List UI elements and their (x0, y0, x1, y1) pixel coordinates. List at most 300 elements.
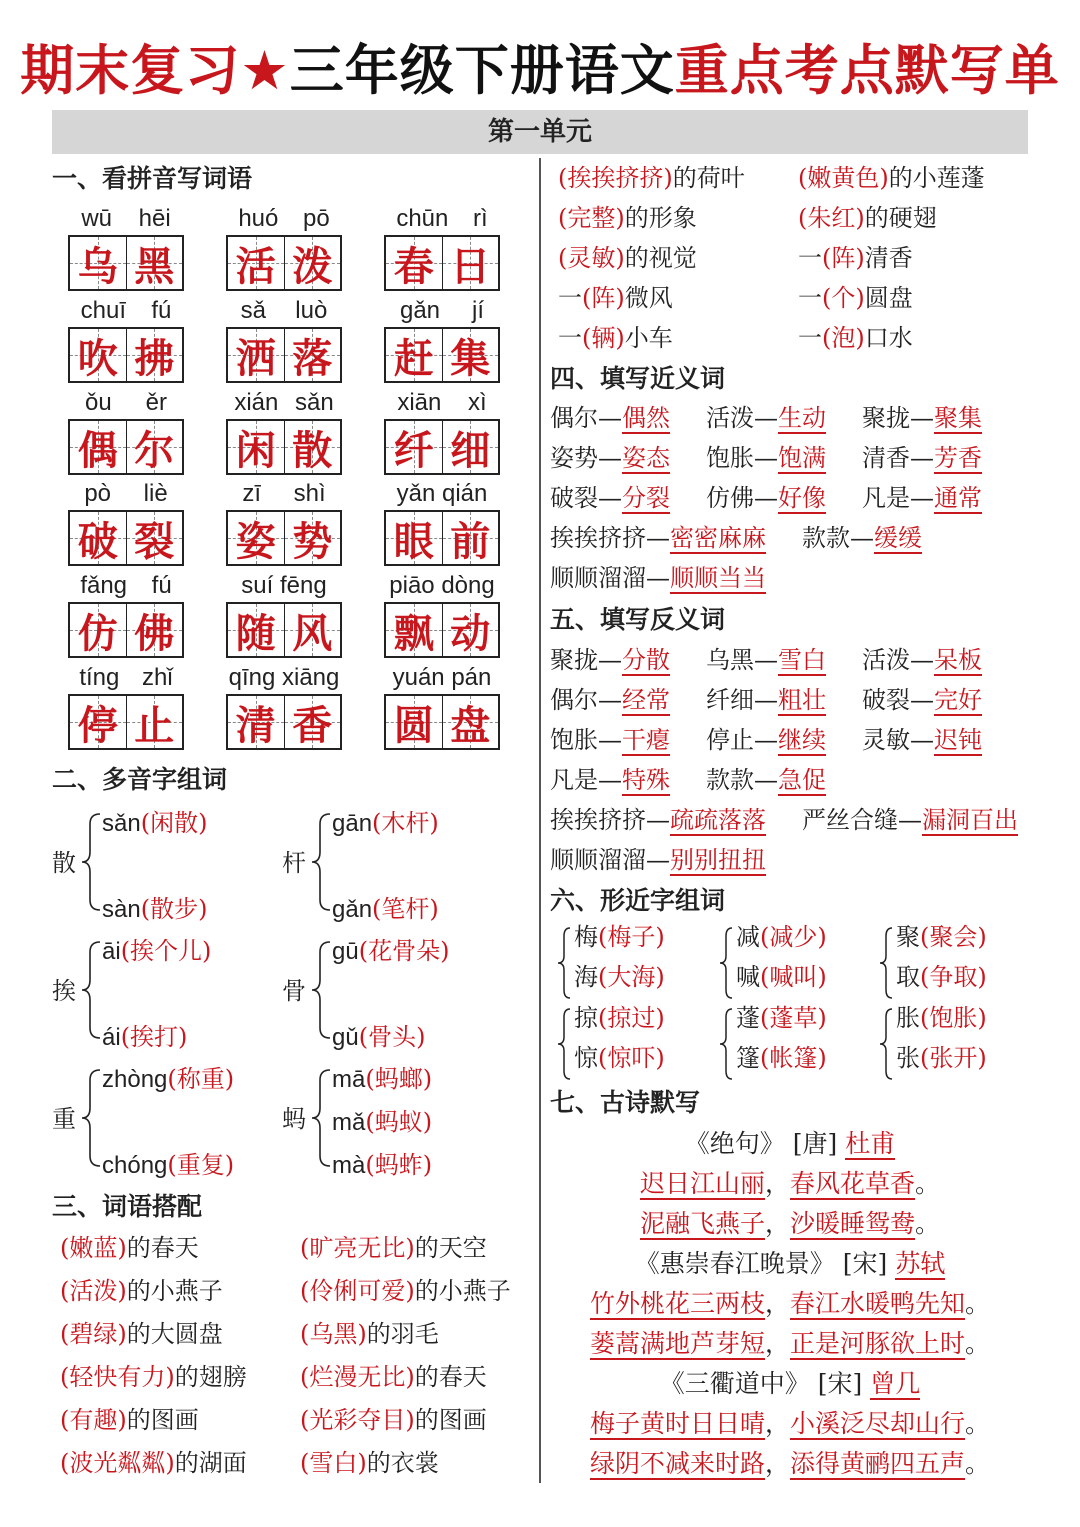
pinyin-syllable: ǒu (84, 389, 112, 416)
pinyin-label (384, 478, 500, 510)
poem-dynasty: 宋 (852, 1249, 878, 1278)
polyphone-group (282, 1064, 502, 1179)
char-box (386, 329, 442, 381)
antonym-item (706, 682, 826, 718)
synonym-item (862, 440, 982, 476)
collocation-prefix: 一 (558, 284, 582, 312)
poem-author: 苏轼 (895, 1249, 946, 1278)
period: 。 (915, 1209, 941, 1238)
antonym-answer: 呆板 (934, 646, 982, 674)
reading-pinyin: sǎn (102, 810, 141, 837)
char-box (70, 421, 126, 473)
tianzige-boxes (226, 694, 342, 750)
similar-char-word: (梅子) (598, 923, 665, 951)
reading-pinyin: zhòng (102, 1066, 168, 1093)
pinyin-syllable: xiān (397, 389, 442, 416)
dash: — (910, 726, 934, 754)
similar-char-word: (聚会) (920, 923, 987, 951)
synonym-answer: 通常 (934, 484, 982, 512)
answer-char: 细 (450, 426, 491, 474)
antonym-item (550, 802, 766, 838)
polyphone-char: 重 (52, 1105, 76, 1133)
antonym-word: 乌黑 (706, 646, 754, 674)
answer-char: 止 (134, 701, 175, 749)
synonym-word: 破裂 (550, 484, 598, 512)
antonym-item (862, 722, 982, 758)
dash: — (646, 524, 670, 552)
answer-char: 日 (450, 242, 491, 290)
tianzige-boxes (384, 327, 500, 383)
poem-half-line: 迟日江山丽 (639, 1169, 765, 1198)
dash: — (910, 404, 934, 432)
polyphone-char: 挨 (52, 977, 76, 1005)
pinyin-label (226, 478, 342, 510)
collocation-noun: 的湖面 (174, 1449, 247, 1477)
pinyin-syllable: suí fēng (241, 572, 327, 599)
collocation-answer: (嫩蓝) (60, 1234, 127, 1262)
similar-char: 梅 (574, 923, 598, 951)
poem-title-line (540, 1244, 1040, 1284)
collocation-item (798, 200, 937, 236)
polyphone-reading (332, 1107, 432, 1138)
reading-word: (木杆) (372, 809, 439, 837)
pinyin-word (226, 295, 342, 383)
synonym-item (706, 480, 826, 516)
synonym-item (550, 560, 766, 596)
collocation-noun: 的春天 (414, 1363, 487, 1391)
pinyin-label (384, 662, 500, 694)
pinyin-syllable: rì (473, 205, 488, 232)
antonym-word: 活泼 (862, 646, 910, 674)
answer-char: 春 (393, 242, 434, 290)
pinyin-label (384, 295, 500, 327)
answer-char: 乌 (77, 242, 118, 290)
polyphone-group (52, 1064, 272, 1179)
antonym-word: 饱胀 (550, 726, 598, 754)
char-box (228, 421, 284, 473)
tianzige-boxes (68, 510, 184, 566)
antonym-item (802, 802, 1018, 838)
collocation-answer: (阵) (582, 284, 625, 312)
char-box (442, 696, 499, 748)
section-2-heading: 二、多音字组词 (52, 765, 228, 794)
bracket: ] (827, 1129, 846, 1158)
synonym-item (802, 520, 922, 556)
pinyin-word (68, 478, 184, 566)
collocation-item (558, 240, 697, 276)
pinyin-syllable: gǎn (399, 297, 441, 324)
reading-word: (蚂蚁) (365, 1108, 433, 1136)
pinyin-word (226, 478, 342, 566)
pinyin-label (226, 387, 342, 419)
collocation-item (60, 1273, 223, 1309)
pinyin-syllable: zī (242, 480, 261, 507)
similar-char-row (896, 1043, 987, 1073)
antonym-answer: 雪白 (778, 646, 826, 674)
antonym-word: 聚拢 (550, 646, 598, 674)
tianzige-boxes (226, 235, 342, 291)
answer-char: 动 (450, 609, 491, 657)
synonym-answer: 饱满 (778, 444, 826, 472)
section-6-heading: 六、形近字组词 (550, 886, 726, 915)
star-icon: ★ (240, 39, 290, 102)
antonym-answer: 急促 (778, 766, 826, 794)
answer-char: 眼 (393, 517, 434, 565)
poem-half-line: 梅子黄时日日晴 (589, 1409, 765, 1438)
char-box (126, 512, 183, 564)
tianzige-boxes (226, 327, 342, 383)
similar-char-row (896, 1003, 987, 1033)
collocation-answer: (轻快有力) (60, 1363, 175, 1391)
collocation-prefix: 一 (558, 324, 582, 352)
reading-word: (闲散) (140, 809, 208, 837)
pinyin-syllable: fǎng (80, 572, 128, 599)
pinyin-word (384, 478, 500, 566)
collocation-item (60, 1230, 199, 1266)
collocation-answer: (有趣) (60, 1406, 127, 1434)
collocation-answer: (碧绿) (60, 1320, 127, 1348)
antonym-answer: 粗壮 (778, 686, 826, 714)
pinyin-syllable: sǎn (294, 389, 334, 416)
collocation-noun: 小车 (624, 324, 673, 352)
polyphone-reading (332, 936, 449, 967)
section-4-heading: 四、填写近义词 (550, 364, 726, 393)
polyphone-reading (332, 808, 439, 839)
comma: ， (764, 1289, 790, 1318)
collocation-answer: (朱红) (798, 204, 865, 232)
pinyin-syllable: pò (84, 480, 112, 507)
char-box (126, 237, 183, 289)
antonym-word: 凡是 (550, 766, 598, 794)
pinyin-syllable: chūn (396, 205, 449, 232)
collocation-answer: (挨挨挤挤) (558, 164, 673, 192)
similar-char-word: (张开) (920, 1044, 987, 1072)
answer-char: 纤 (393, 426, 434, 474)
pinyin-word (68, 662, 184, 750)
comma: ， (764, 1169, 790, 1198)
comma: ， (764, 1209, 790, 1238)
similar-char-word: (喊叫) (760, 963, 827, 991)
synonym-word: 凡是 (862, 484, 910, 512)
pinyin-syllable: xì (467, 389, 487, 416)
brace-icon (310, 940, 332, 1040)
collocation-noun: 的衣裳 (366, 1449, 439, 1477)
page-title (0, 36, 1080, 106)
bracket: [ (792, 1129, 803, 1158)
dash: — (910, 646, 934, 674)
char-box (228, 512, 284, 564)
synonym-item (706, 440, 826, 476)
reading-word: (散步) (140, 895, 208, 923)
polyphone-reading (332, 1150, 432, 1181)
reading-word: (骨头) (358, 1023, 426, 1051)
collocation-answer: (完整) (558, 204, 625, 232)
synonym-item (550, 400, 670, 436)
char-box (284, 237, 341, 289)
antonym-word: 挨挨挤挤 (550, 806, 646, 834)
similar-char: 蓬 (736, 1004, 760, 1032)
pinyin-syllable: jí (472, 297, 484, 324)
antonym-word: 纤细 (706, 686, 754, 714)
antonym-word: 偶尔 (550, 686, 598, 714)
answer-char: 清 (235, 701, 276, 749)
similar-char-word: (大海) (598, 963, 665, 991)
collocation-item (558, 320, 673, 356)
poem-title: 《绝句》 (684, 1129, 793, 1158)
poem-dynasty: 宋 (827, 1369, 853, 1398)
dash: — (598, 766, 622, 794)
poem-title-line (540, 1364, 1040, 1404)
answer-char: 赶 (393, 334, 434, 382)
pinyin-label (226, 203, 342, 235)
collocation-noun: 的大圆盘 (126, 1320, 223, 1348)
poem-author: 杜甫 (845, 1129, 896, 1158)
tianzige-boxes (68, 419, 184, 475)
similar-char-word: (掠过) (598, 1004, 665, 1032)
dash: — (754, 766, 778, 794)
answer-char: 盘 (450, 701, 491, 749)
poem-title-line (540, 1124, 1040, 1164)
pinyin-syllable: wū (81, 205, 112, 232)
dash: — (646, 806, 670, 834)
answer-char: 集 (450, 334, 491, 382)
collocation-answer: (旷亮无比) (300, 1234, 415, 1262)
answer-char: 飘 (393, 609, 434, 657)
section-7-heading: 七、古诗默写 (550, 1088, 701, 1117)
synonym-item (550, 480, 670, 516)
poem-half-line: 沙暖睡鸳鸯 (790, 1209, 916, 1238)
char-box (70, 237, 126, 289)
synonym-word: 仿佛 (706, 484, 754, 512)
antonym-item (550, 762, 670, 798)
dash: — (598, 686, 622, 714)
collocation-item (300, 1230, 487, 1266)
char-box (442, 329, 499, 381)
brace-icon (80, 940, 102, 1040)
dash: — (910, 686, 934, 714)
pinyin-label (384, 387, 500, 419)
collocation-answer: (阵) (822, 244, 865, 272)
brace-icon (310, 1068, 332, 1168)
poem-half-line: 春江水暖鸭先知 (790, 1289, 966, 1318)
similar-char: 海 (574, 963, 598, 991)
collocation-item (798, 280, 913, 316)
collocation-answer: (乌黑) (300, 1320, 367, 1348)
answer-char: 佛 (134, 609, 175, 657)
answer-char: 吹 (77, 334, 118, 382)
char-box (70, 696, 126, 748)
period: 。 (965, 1329, 991, 1358)
antonym-item (706, 642, 826, 678)
collocation-item (300, 1402, 487, 1438)
similar-char-group (556, 1003, 706, 1083)
collocation-noun: 口水 (864, 324, 913, 352)
similar-char-row (736, 922, 827, 952)
similar-char-row (736, 1043, 827, 1073)
pinyin-word (226, 203, 342, 291)
antonym-item (550, 842, 766, 878)
answer-char: 尔 (134, 426, 175, 474)
brace-icon (878, 926, 894, 1000)
collocation-noun: 的硬翅 (864, 204, 937, 232)
answer-char: 随 (235, 609, 276, 657)
char-box (442, 604, 499, 656)
bracket: ] (852, 1369, 871, 1398)
dash: — (754, 444, 778, 472)
collocation-noun: 的羽毛 (366, 1320, 439, 1348)
collocation-noun: 的翅膀 (174, 1363, 247, 1391)
tianzige-boxes (226, 510, 342, 566)
collocation-noun: 的荷叶 (672, 164, 745, 192)
polyphone-group (52, 808, 272, 923)
similar-char-group (878, 922, 1028, 1002)
collocation-answer: (光彩夺目) (300, 1406, 415, 1434)
antonym-item (862, 642, 982, 678)
pinyin-syllable: liè (143, 480, 168, 507)
pinyin-word (226, 570, 342, 658)
polyphone-char: 杆 (282, 849, 306, 877)
dash: — (754, 726, 778, 754)
char-box (284, 329, 341, 381)
pinyin-word (68, 203, 184, 291)
tianzige-boxes (68, 694, 184, 750)
collocation-noun: 的图画 (414, 1406, 487, 1434)
similar-char-word: (惊吓) (598, 1044, 665, 1072)
collocation-prefix: 一 (798, 284, 822, 312)
char-box (284, 512, 341, 564)
polyphone-reading (102, 1022, 187, 1053)
dash: — (754, 646, 778, 674)
similar-char: 减 (736, 923, 760, 951)
collocation-noun: 的小燕子 (126, 1277, 223, 1305)
synonym-answer: 生动 (778, 404, 826, 432)
poem-author: 曾几 (870, 1369, 921, 1398)
reading-pinyin: mā (332, 1066, 366, 1093)
answer-char: 泼 (292, 242, 333, 290)
collocation-noun: 的天空 (414, 1234, 487, 1262)
poem-half-line: 蒌蒿满地芦芽短 (589, 1329, 765, 1358)
pinyin-syllable: huó (238, 205, 279, 232)
pinyin-label (226, 295, 342, 327)
char-box (126, 604, 183, 656)
polyphone-reading (332, 894, 439, 925)
char-box (228, 696, 284, 748)
antonym-answer: 完好 (934, 686, 982, 714)
synonym-answer: 缓缓 (874, 524, 922, 552)
pinyin-label (68, 478, 184, 510)
comma: ， (764, 1449, 790, 1478)
answer-char: 势 (292, 517, 333, 565)
collocation-item (558, 280, 673, 316)
poem-half-line: 正是河豚欲上时 (790, 1329, 966, 1358)
poem-line (540, 1444, 1040, 1484)
polyphone-char: 蚂 (282, 1105, 306, 1133)
collocation-answer: (波光粼粼) (60, 1449, 175, 1477)
dash: — (898, 806, 922, 834)
char-box (70, 512, 126, 564)
polyphone-group (282, 936, 502, 1051)
answer-char: 黑 (134, 242, 175, 290)
reading-word: (蚂蚱) (365, 1151, 433, 1179)
synonym-item (550, 440, 670, 476)
collocation-item (60, 1316, 223, 1352)
similar-char-word: (帐篷) (760, 1044, 827, 1072)
dash: — (754, 686, 778, 714)
poem-line (540, 1284, 1040, 1324)
reading-pinyin: gǔ (332, 1024, 359, 1051)
reading-word: (称重) (167, 1065, 235, 1093)
pinyin-word (384, 387, 500, 475)
synonym-answer: 顺顺当当 (670, 564, 766, 592)
brace-icon (556, 926, 572, 1000)
answer-char: 仿 (77, 609, 118, 657)
char-box (386, 696, 442, 748)
antonym-answer: 别别扭扭 (670, 846, 766, 874)
pinyin-label (68, 203, 184, 235)
similar-char: 胀 (896, 1004, 920, 1032)
pinyin-word (226, 662, 342, 750)
collocation-noun: 的图画 (126, 1406, 199, 1434)
tianzige-boxes (226, 602, 342, 658)
similar-char-word: (争取) (920, 963, 987, 991)
tianzige-boxes (68, 235, 184, 291)
char-box (386, 512, 442, 564)
synonym-word: 款款 (802, 524, 850, 552)
title-part3: 重点考点默写单 (674, 39, 1060, 102)
antonym-answer: 继续 (778, 726, 826, 754)
poem-half-line: 小溪泛尽却山行 (790, 1409, 966, 1438)
collocation-noun: 圆盘 (864, 284, 913, 312)
collocation-item (300, 1316, 439, 1352)
antonym-word: 停止 (706, 726, 754, 754)
collocation-noun: 的小莲蓬 (888, 164, 985, 192)
reading-pinyin: āi (102, 938, 121, 965)
pinyin-label (68, 662, 184, 694)
antonym-answer: 分散 (622, 646, 670, 674)
similar-char-row (574, 962, 665, 992)
reading-word: (笔杆) (372, 895, 439, 923)
collocation-noun: 的形象 (624, 204, 697, 232)
pinyin-word (384, 662, 500, 750)
tianzige-boxes (226, 419, 342, 475)
brace-icon (556, 1007, 572, 1081)
antonym-word: 顺顺溜溜 (550, 846, 646, 874)
antonym-answer: 迟钝 (934, 726, 982, 754)
answer-char: 拂 (134, 334, 175, 382)
pinyin-word (68, 295, 184, 383)
collocation-item (558, 200, 697, 236)
similar-char: 张 (896, 1044, 920, 1072)
char-box (386, 421, 442, 473)
dash: — (598, 404, 622, 432)
answer-char: 前 (450, 517, 491, 565)
antonym-word: 款款 (706, 766, 754, 794)
bracket: [ (842, 1249, 853, 1278)
char-box (70, 329, 126, 381)
polyphone-group (282, 808, 502, 923)
poem-half-line: 泥融飞燕子 (639, 1209, 765, 1238)
pinyin-label (384, 203, 500, 235)
antonym-word: 灵敏 (862, 726, 910, 754)
synonym-item (706, 400, 826, 436)
bracket: ] (877, 1249, 896, 1278)
pinyin-syllable: ěr (145, 389, 167, 416)
polyphone-reading (102, 1064, 234, 1095)
reading-pinyin: mǎ (332, 1109, 366, 1136)
synonym-word: 挨挨挤挤 (550, 524, 646, 552)
antonym-item (550, 722, 670, 758)
answer-char: 圆 (393, 701, 434, 749)
